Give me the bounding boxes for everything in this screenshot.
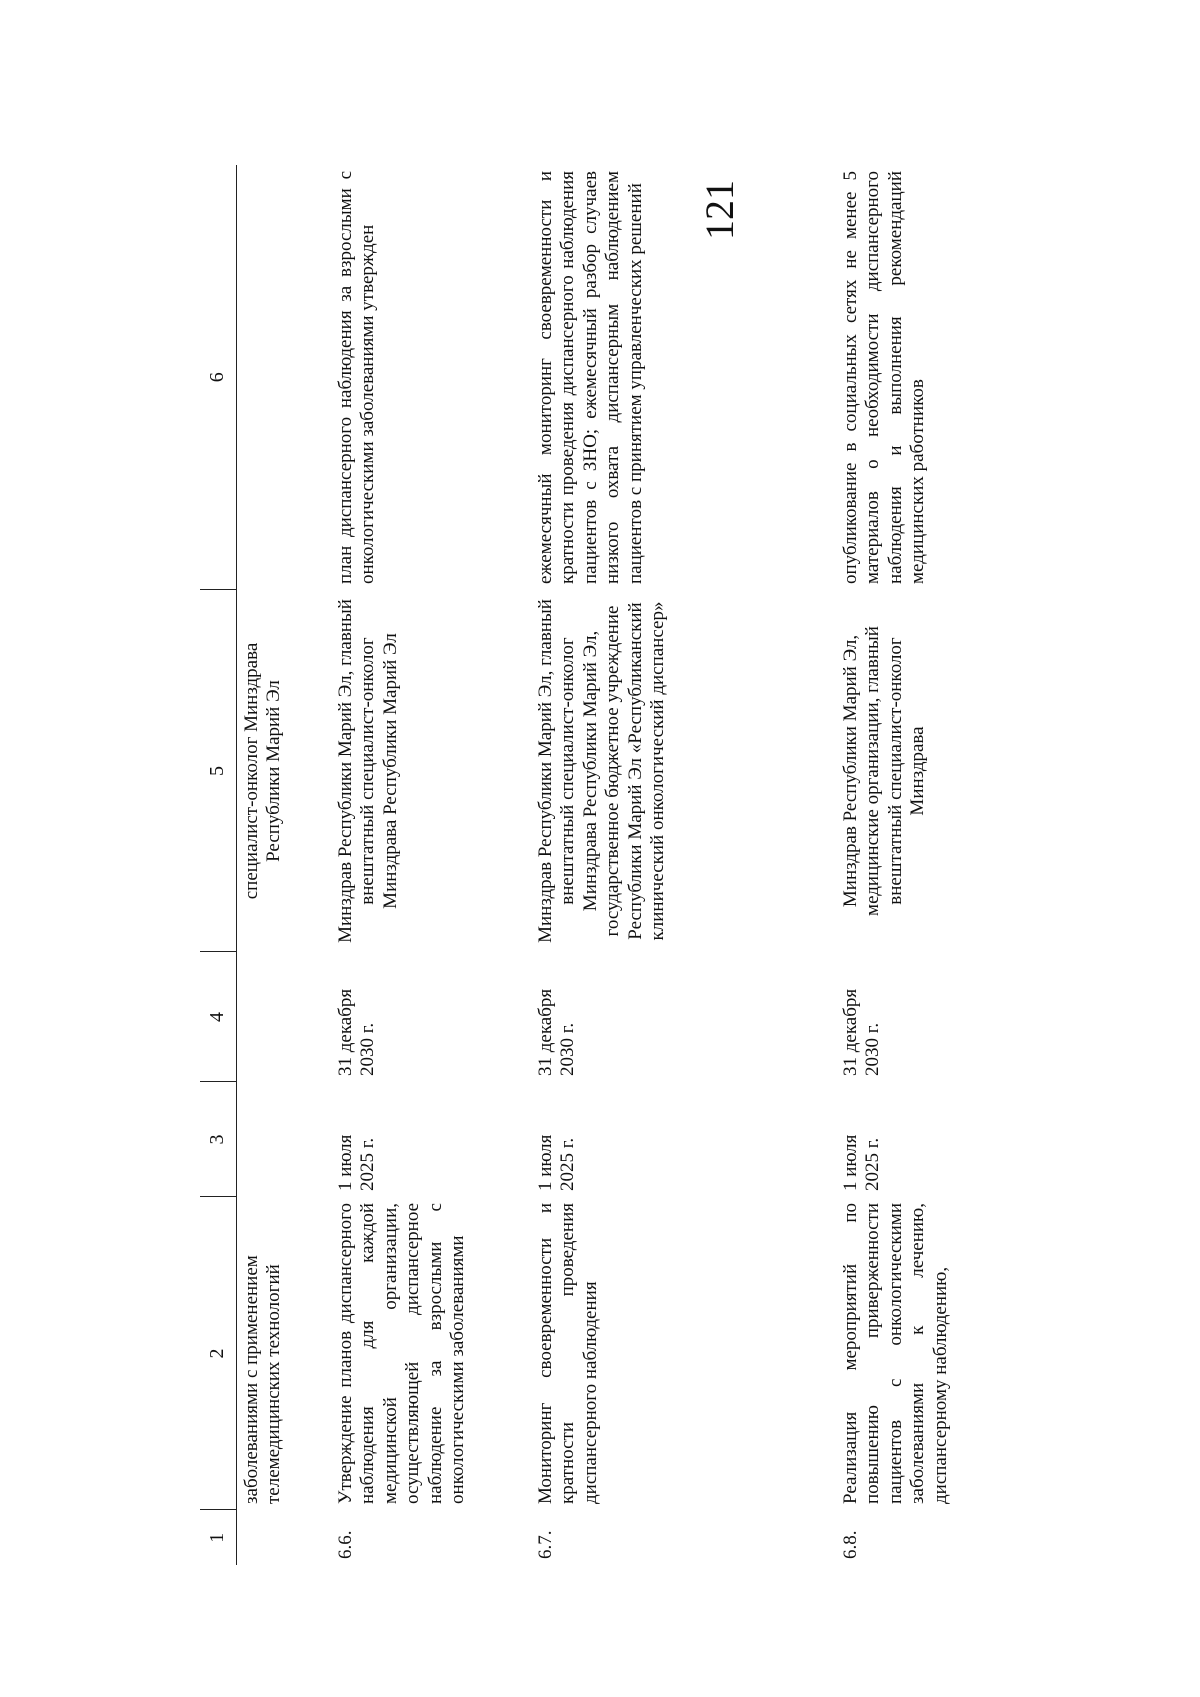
action-plan-table — [200, 165, 1036, 1565]
table-row — [531, 165, 836, 1565]
row-responsible: Минздрав Республики Марий Эл, главный внештатный специалист-онколог Минздрава Республики Марий Эл — [335, 599, 401, 943]
end-date-day: 31 декабря — [840, 988, 861, 1076]
row-start-date — [531, 1082, 836, 1197]
start-date-year: 2025 г. — [357, 1137, 379, 1191]
end-date-year: 2030 г. — [357, 1022, 379, 1076]
row-action: Мониторинг своевременности и кратности проведения диспансерного наблюдения — [535, 1203, 601, 1504]
rotated-table-frame — [200, 165, 1060, 1565]
row-result: ежемесячный мониторинг своевременности и кратности проведения диспансерного наблюдения пациентов с ЗНО; ежемесячный разбор случаев низкого охвата диспансерным наблюдением пациентов с принятием управленческих решений — [535, 171, 646, 584]
end-date-day: 31 декабря — [335, 988, 356, 1076]
start-date-year: 2025 г. — [862, 1137, 884, 1191]
column-header-3: 3 — [200, 1082, 236, 1197]
column-header-2: 2 — [200, 1197, 236, 1510]
row-end-date — [836, 952, 1036, 1082]
row-start-date — [836, 1082, 1036, 1197]
page-number: 121 — [697, 180, 742, 240]
row-result: опубликование в социальных сетях не менее 5 материалов о необходимости диспансерного наблюдения и выполнения рекомендаций медицинских работников — [840, 171, 929, 584]
table-row-continued — [236, 165, 331, 1565]
row-start-date — [331, 1082, 531, 1197]
continued-action-text: заболеваниями с применением телемедицинских технологий — [240, 1255, 284, 1504]
row-action: Реализация мероприятий по повышению приверженности пациентов с онкологическими заболеваниями к лечению, диспансерному наблюдению, — [840, 1203, 951, 1504]
row-action: Утверждение планов диспансерного наблюдения для каждой медицинской организации, осуществляющей диспансерное наблюдение за взрослыми с онкологическими заболеваниями — [335, 1203, 469, 1504]
start-date-day: 1 июля — [335, 1134, 356, 1191]
row-responsible: Минздрав Республики Марий Эл, медицинские организации, главный внештатный специалист-онколог Минздрава — [840, 626, 929, 916]
end-date-year: 2030 г. — [862, 1022, 884, 1076]
column-header-6: 6 — [200, 165, 236, 590]
row-number: 6.7. — [535, 1530, 556, 1559]
table-row — [331, 165, 531, 1565]
row-number: 6.8. — [840, 1530, 861, 1559]
column-header-5: 5 — [200, 590, 236, 952]
table-header-row — [200, 165, 236, 1565]
row-responsible: Минздрав Республики Марий Эл, главный внештатный специалист-онколог Минздрава Республики Марий Эл, государственное бюджетное учреждение Республики Марий Эл «Республиканский клинический онкологический диспансер» — [535, 599, 669, 943]
start-date-day: 1 июля — [535, 1134, 556, 1191]
start-date-day: 1 июля — [840, 1134, 861, 1191]
row-end-date — [331, 952, 531, 1082]
column-header-4: 4 — [200, 952, 236, 1082]
continued-responsible-text: специалист-онколог Минздрава Республики Марий Эл — [240, 642, 284, 900]
end-date-day: 31 декабря — [535, 988, 556, 1076]
end-date-year: 2030 г. — [557, 1022, 579, 1076]
column-header-1: 1 — [200, 1510, 236, 1565]
row-number: 6.6. — [335, 1530, 356, 1559]
row-end-date — [531, 952, 836, 1082]
table-row — [836, 165, 1036, 1565]
start-date-year: 2025 г. — [557, 1137, 579, 1191]
row-result: план диспансерного наблюдения за взрослыми с онкологическими заболеваниями утвержден — [335, 171, 379, 584]
